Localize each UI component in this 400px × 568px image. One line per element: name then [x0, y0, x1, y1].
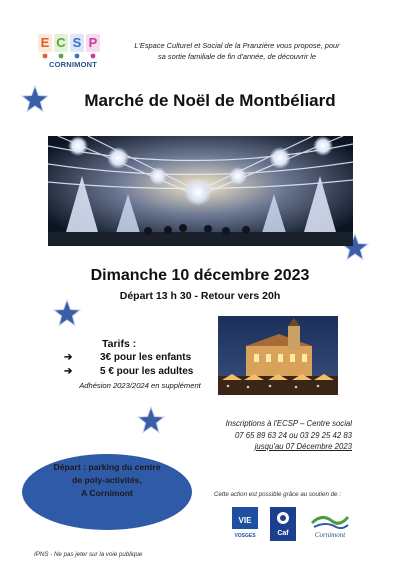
- logo-letter-c: C: [54, 34, 68, 52]
- tarif-children-text: 3€ pour les enfants: [100, 352, 192, 363]
- tarifs-title: Tarifs :: [102, 338, 137, 350]
- logo-figures: [36, 52, 106, 60]
- departure-line-2: de poly-activités,: [72, 475, 142, 485]
- support-text: Cette action est possible grâce au soutien de :: [214, 491, 341, 498]
- inscriptions-info: [200, 418, 352, 453]
- logo-letter-p: P: [86, 34, 100, 52]
- intro-text: [112, 40, 362, 62]
- departure-info: [32, 461, 182, 500]
- star-icon: [20, 84, 50, 114]
- inscriptions-line-1: Inscriptions à l'ECSP – Centre social: [225, 419, 352, 428]
- star-icon: [136, 405, 166, 435]
- logo-letter-e: E: [38, 34, 52, 52]
- inscriptions-phones: 07 65 89 63 24 ou 03 29 25 42 83: [234, 430, 352, 440]
- adhesion-note: Adhésion 2023/2024 en supplément: [79, 381, 201, 390]
- logo-puzzle: [36, 30, 106, 60]
- star-icon: [52, 298, 82, 328]
- departure-line-3: A Cornimont: [81, 488, 133, 498]
- footer-note: IPNS - Ne pas jeter sur la voie publique: [34, 551, 143, 558]
- arrow-right-icon: ➔: [64, 366, 73, 377]
- inscriptions-deadline: jusqu'au 07 Décembre 2023: [254, 442, 352, 451]
- cornimont-logo-text: Cornimont: [314, 531, 346, 539]
- intro-line-2: sa sortie familiale de fin d'année, de découvrir le: [158, 52, 316, 61]
- logo-letter-s: S: [70, 34, 84, 52]
- arrow-right-icon: ➔: [64, 352, 73, 363]
- ecsp-logo: [36, 30, 106, 78]
- church-photo: [218, 316, 338, 395]
- intro-line-1: L'Espace Culturel et Social de la Pranzière vous propose, pour: [134, 41, 340, 50]
- tarif-adults-text: 5 € pour les adultes: [100, 366, 194, 377]
- caf-logo-text: Caf: [277, 530, 289, 537]
- event-date: Dimanche 10 décembre 2023: [90, 267, 310, 284]
- event-schedule: Départ 13 h 30 - Retour vers 20h: [119, 290, 281, 302]
- departure-line-1: Départ : parking du centre: [53, 462, 161, 472]
- christmas-lights-photo: [48, 136, 353, 246]
- vosges-logo-bottom: VOSGES: [234, 533, 256, 539]
- logo-subtitle: CORNIMONT: [48, 60, 98, 69]
- cornimont-logo: [308, 507, 352, 541]
- page-title: Marché de Noël de Montbéliard: [84, 91, 336, 110]
- caf-logo: [270, 507, 296, 541]
- vosges-logo-top: VIE: [238, 516, 252, 525]
- vosges-logo: [232, 507, 258, 541]
